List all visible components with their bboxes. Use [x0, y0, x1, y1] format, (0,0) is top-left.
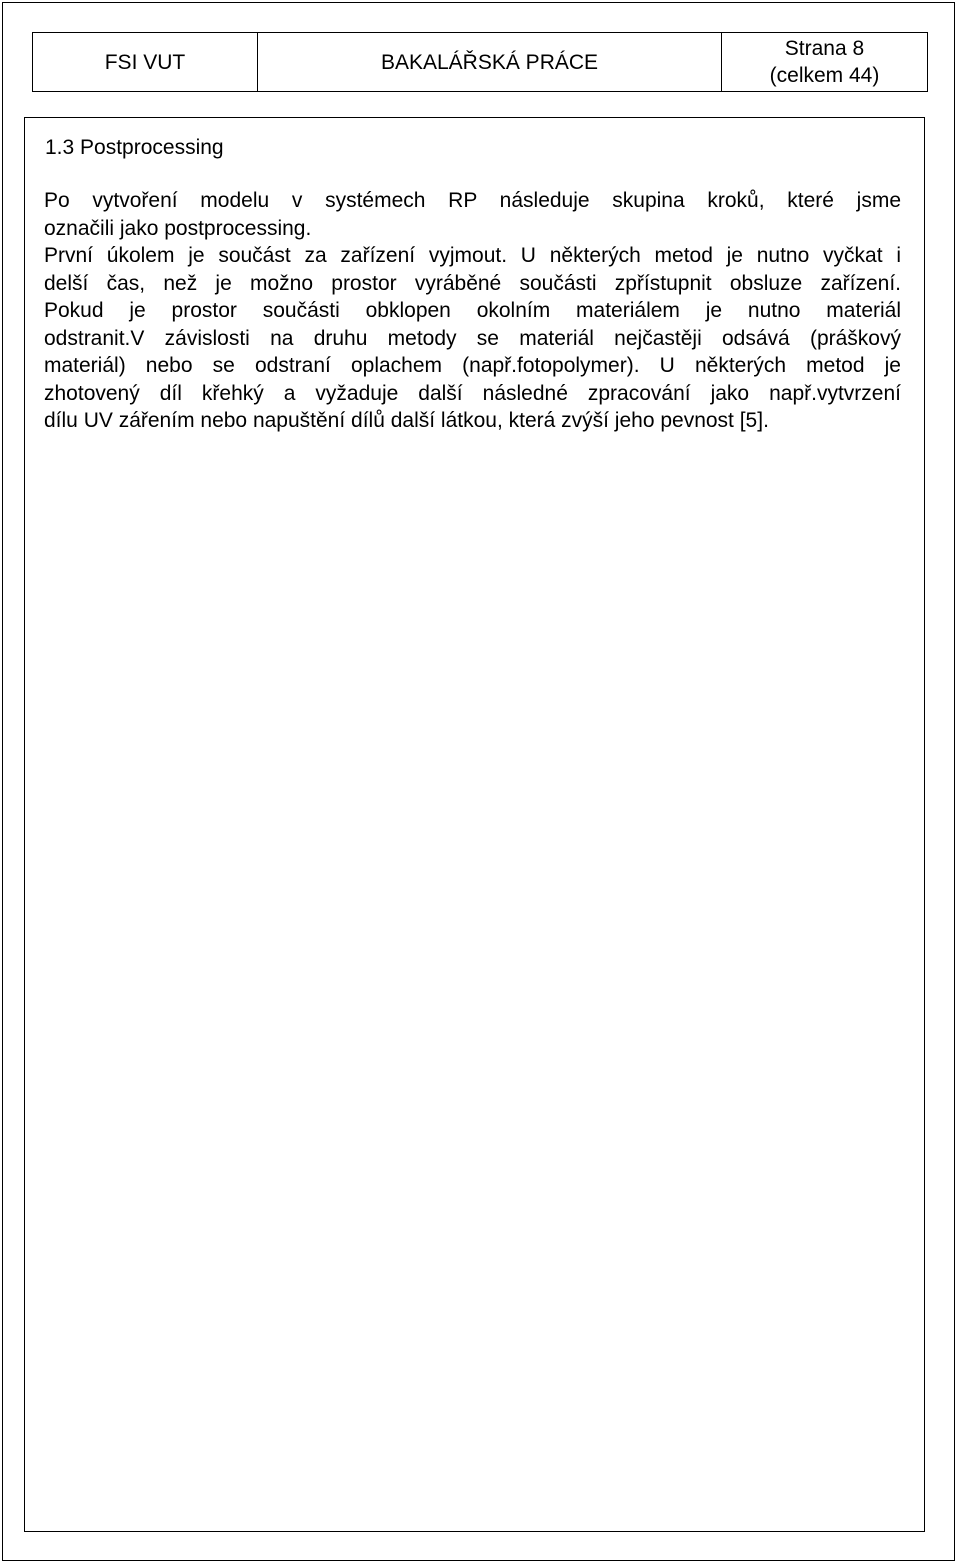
- header-page-current: Strana 8: [784, 37, 865, 60]
- body-line: dílu UV zářením nebo napuštění dílů další látkou, která zvýší jeho pevnost [5].: [44, 409, 769, 432]
- body-line: odstranit.V závislosti na druhu metody se materiál nejčastěji odsává (práškový: [44, 326, 901, 350]
- body-line: První úkolem je součást za zařízení vyjmout. U některých metod je nutno vyčkat i: [44, 244, 901, 267]
- header-institution: [33, 33, 258, 92]
- body-line: Pokud je prostor součásti obklopen okolním materiálem je nutno materiál: [44, 299, 901, 322]
- body-line: delší čas, než je možno prostor vyráběné součásti zpřístupnit obsluze zařízení.: [44, 271, 901, 295]
- body-line: označili jako postprocessing.: [44, 216, 312, 240]
- section-body: [44, 187, 901, 435]
- body-line: materiál) nebo se odstraní oplachem (např.fotopolymer). U některých metod je: [44, 354, 901, 377]
- header-document-type-text: BAKALÁŘSKÁ PRÁCE: [380, 50, 599, 74]
- header-institution-text: FSI VUT: [104, 50, 186, 74]
- page-header: [32, 32, 928, 92]
- header-page-number: [722, 33, 928, 92]
- header-page-total: (celkem 44): [769, 64, 880, 87]
- body-line: zhotovený díl křehký a vyžaduje další následné zpracování jako např.vytvrzení: [44, 381, 901, 405]
- header-document-type: [258, 33, 722, 92]
- body-line: Po vytvoření modelu v systémech RP následuje skupina kroků, které jsme: [44, 189, 901, 212]
- content-box: [24, 117, 925, 1532]
- section-title: 1.3 Postprocessing: [45, 136, 224, 159]
